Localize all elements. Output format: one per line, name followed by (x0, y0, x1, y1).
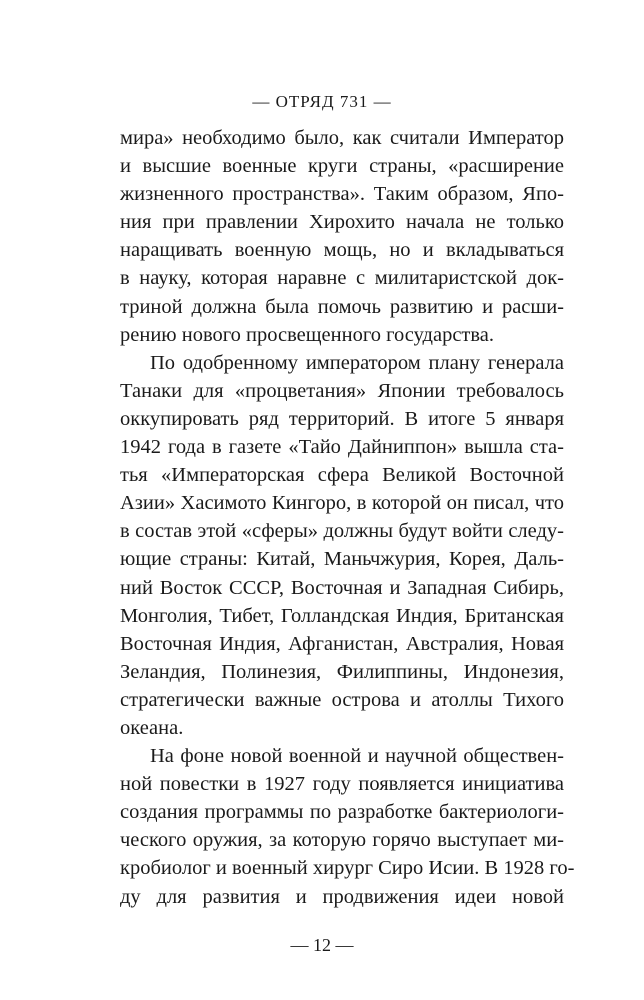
text-line: стратегически важные острова и атоллы Тихого (120, 688, 564, 711)
text-line: жизненного пространства». Таким образом, Япо- (120, 183, 564, 206)
text-line: ческого оружия, за которую горячо выступает ми- (120, 829, 564, 852)
text-line: ной повестки в 1927 году появляется инициатива (120, 773, 564, 796)
text-line: тья «Императорская сфера Великой Восточной (120, 464, 564, 487)
text-line: наращивать военную мощь, но и вкладываться (120, 239, 564, 262)
text-line: рению нового просвещенного государства. (120, 323, 495, 346)
text-line: ющие страны: Китай, Маньчжурия, Корея, Даль- (120, 548, 564, 571)
text-line: океана. (120, 716, 184, 739)
text-line: Танаки для «процветания» Японии требовалось (120, 379, 564, 402)
text-line: триной должна была помочь развитию и расши- (120, 295, 564, 318)
page-number: — 12 — (290, 935, 354, 955)
text-line: 1942 года в газете «Тайо Дайниппон» вышла ста- (120, 436, 564, 459)
text-line: в науку, которая наравне с милитаристской док- (120, 267, 564, 290)
text-line: мира» необходимо было, как считали Император (120, 127, 564, 149)
running-header: — ОТРЯД 731 — (252, 92, 392, 111)
text-line: Монголия, Тибет, Голландская Индия, Британская (120, 604, 564, 627)
text-line: в состав этой «сферы» должны будут войти следу- (120, 520, 564, 543)
text-line: ду для развития и продвижения идеи новой (120, 885, 564, 908)
text-line: Зеландия, Полинезия, Филиппины, Индонезия, (120, 660, 564, 683)
text-line: и высшие военные круги страны, «расширение (120, 155, 564, 178)
text-line: По одобренному императором плану генерала (150, 351, 564, 374)
text-line: кробиолог и военный хирург Сиро Исии. В 1928 го- (120, 857, 575, 880)
body-text (120, 124, 575, 911)
text-line: оккупировать ряд территорий. В итоге 5 января (120, 407, 564, 430)
text-line: создания программы по разработке бактериологи- (120, 801, 564, 824)
text-line: Азии» Хасимото Кингоро, в которой он писал, что (120, 492, 564, 515)
text-line: Восточная Индия, Афганистан, Австралия, Новая (120, 632, 564, 655)
text-line: На фоне новой военной и научной обществен- (150, 745, 564, 768)
text-line: ний Восток СССР, Восточная и Западная Сибирь, (120, 576, 564, 599)
text-line: ния при правлении Хирохито начала не только (120, 211, 564, 234)
